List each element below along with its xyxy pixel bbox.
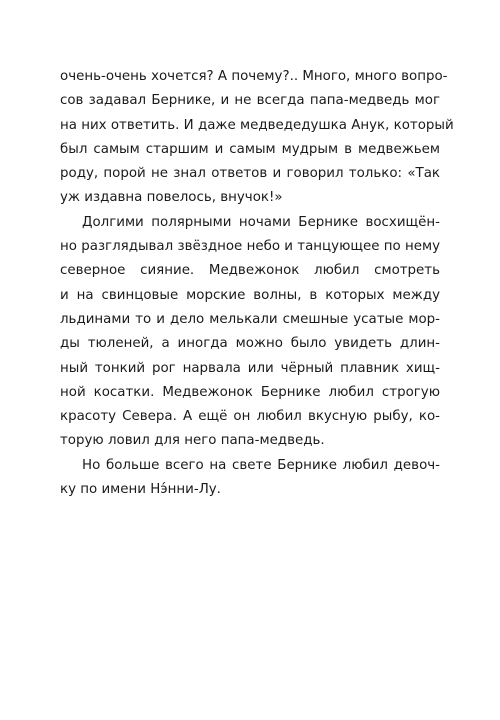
text-line: и на свинцовые морские волны, в которых между <box>60 287 440 303</box>
text-line: льдинами то и дело мелькали смешные усатые мор- <box>60 311 440 327</box>
text-line: ды тюленей, а иногда можно было увидеть длин- <box>60 336 440 352</box>
text-line: был самым старшим и самым мудрым в медвежьем <box>60 141 440 157</box>
paragraph-2 <box>60 211 440 454</box>
text-line: Но больше всего на свете Бернике любил девоч- <box>82 457 440 473</box>
text-line: на них ответить. И даже медведедушка Анук, который <box>60 117 454 133</box>
text-line: ной косатки. Медвежонок Бернике любил строгую <box>60 384 440 400</box>
paragraph-1 <box>60 65 454 211</box>
text-line: ный тонкий рог нарвала или чёрный плавник хищ- <box>60 360 440 376</box>
text-line: очень-очень хочется? А почему?.. Много, много вопро- <box>60 69 448 84</box>
page-text <box>60 65 454 502</box>
text-line: сов задавал Бернике, и не всегда папа-медведь мог <box>60 93 440 109</box>
text-line: уж издавна повелось, внучок!» <box>60 190 283 206</box>
text-line: Долгими полярными ночами Бернике восхищён- <box>82 214 440 230</box>
text-line: роду, порой не знал ответов и говорил только: «Так <box>60 166 440 182</box>
text-line: северное сияние. Медвежонок любил смотреть <box>60 263 440 279</box>
paragraph-3 <box>60 454 440 503</box>
text-line: но разглядывал звёздное небо и танцующее по нему <box>60 239 440 255</box>
text-line: красоту Севера. А ещё он любил вкусную рыбу, ко- <box>60 409 440 425</box>
text-line: торую ловил для него папа-медведь. <box>60 433 325 449</box>
text-line: ку по имени Нэ́нни-Лу. <box>60 482 221 498</box>
